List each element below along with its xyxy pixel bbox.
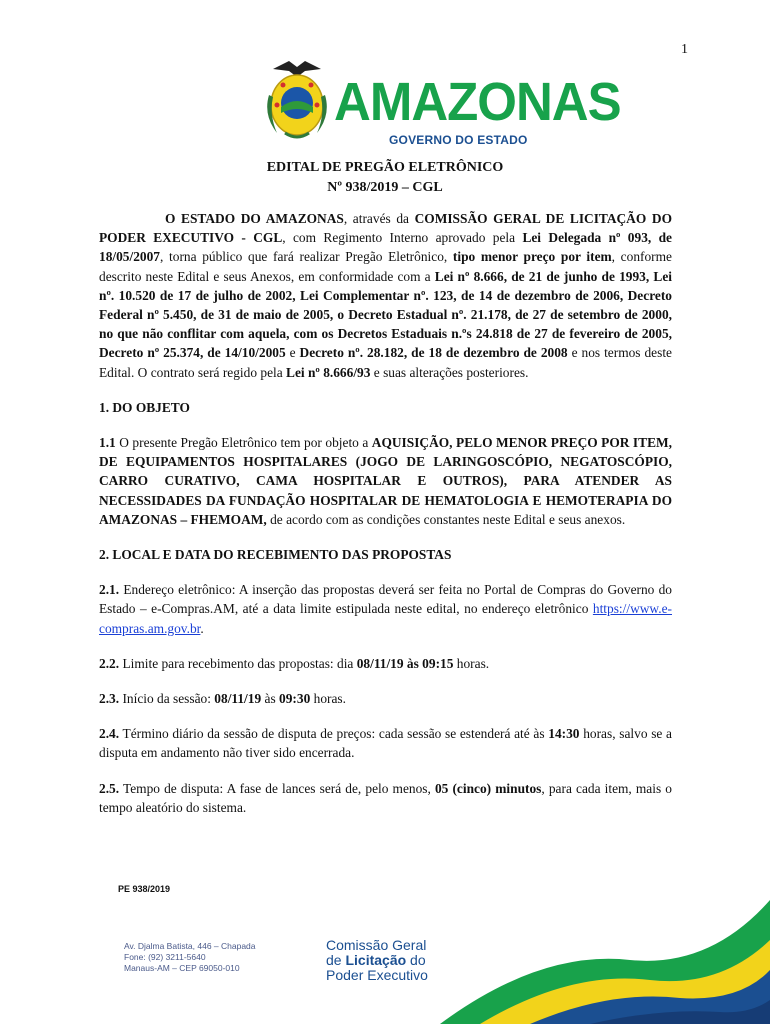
footer-waves-decoration	[420, 890, 770, 1024]
document-number: Nº 938/2019 – CGL	[327, 180, 443, 195]
e-compras-link[interactable]: https://www.e-compras.am.gov.br	[99, 601, 672, 636]
section-2-heading: 2. LOCAL E DATA DO RECEBIMENTO DAS PROPOSTAS	[99, 547, 452, 563]
section-2-5-paragraph: 2.5. Tempo de disputa: A fase de lances será de, pelo menos, 05 (cinco) minutos, para cada item, mais o tempo aleatório do sistema.	[99, 780, 672, 815]
brand-title: AMAZONAS	[334, 71, 621, 132]
coat-of-arms-icon	[267, 61, 327, 137]
section-1-1-paragraph: 1.1 O presente Pregão Eletrônico tem por objeto a AQUISIÇÃO, PELO MENOR PREÇO POR ITEM, DE EQUIPAMENTOS HOSPITALARES (JOGO DE LARINGOSCÓPIO, NEGATOSCÓPIO, CARRO CURATIVO, CAMA HOSPITALAR E OUTROS), PARA ATENDER AS NECESSIDADES DA FUNDAÇÃO HOSPITALAR DE HEMATOLOGIA E HEMOTERAPIA DO AMAZONAS – FHEMOAM, de acordo com as condições constantes neste Edital e seus anexos.	[99, 435, 672, 527]
section-2-1-paragraph: 2.1. Endereço eletrônico: A inserção das propostas deverá ser feita no Portal de Compras do Governo do Estado – e-Compras.AM, até a data limite estipulada neste edital, no endereço eletrônico https://www.e-compras.am.gov.br.	[99, 582, 672, 636]
footer-address: Av. Djalma Batista, 446 – Chapada Fone: (92) 3211-5640 Manaus-AM – CEP 69050-010	[124, 941, 256, 973]
intro-paragraph: O ESTADO DO AMAZONAS, através da COMISSÃO GERAL DE LICITAÇÃO DO PODER EXECUTIVO - CGL, com Regimento Interno aprovado pela Lei Delegada nº 093, de 18/05/2007, torna público que fará realizar Pregão Eletrônico, tipo menor preço por item, conforme descrito neste Edital e seus Anexos, em conformidade com a Lei nº 8.666, de 21 de junho de 1993, Lei nº. 10.520 de 17 de julho de 2002, Lei Complementar nº. 123, de 14 de dezembro de 2006, Decreto Federal nº 5.450, de 31 de maio de 2005, o Decreto Estadual nº. 21.178, de 27 de setembro de 2000, no que não conflitar com aquela, com os Decretos Estaduais n.ºs 24.818 de 27 de fevereiro de 2005, Decreto nº 25.374, de 14/10/2005 e Decreto nº. 28.182, de 18 de dezembro de 2008 e nos termos deste Edital. O contrato será regido pela Lei nº 8.666/93 e suas alterações posteriores.	[99, 211, 672, 380]
page-number: 1	[681, 42, 688, 57]
section-2-4-paragraph: 2.4. Término diário da sessão de disputa de preços: cada sessão se estenderá até às 14:30 horas, salvo se a disputa em andamento não tiver sido encerrada.	[99, 726, 672, 761]
document-title: EDITAL DE PREGÃO ELETRÔNICO	[266, 160, 504, 175]
footer-doc-code: PE 938/2019	[118, 884, 171, 894]
section-2-3-paragraph: 2.3. Início da sessão: 08/11/19 às 09:30 horas.	[99, 691, 346, 707]
brand-subtitle: GOVERNO DO ESTADO	[389, 133, 528, 147]
section-2-2-paragraph: 2.2. Limite para recebimento das propostas: dia 08/11/19 às 09:15 horas.	[99, 655, 490, 671]
document-body	[99, 209, 672, 833]
section-1-heading: 1. DO OBJETO	[99, 399, 190, 415]
footer-cgl-name: Comissão Geral de Licitação do Poder Executivo	[326, 937, 428, 983]
